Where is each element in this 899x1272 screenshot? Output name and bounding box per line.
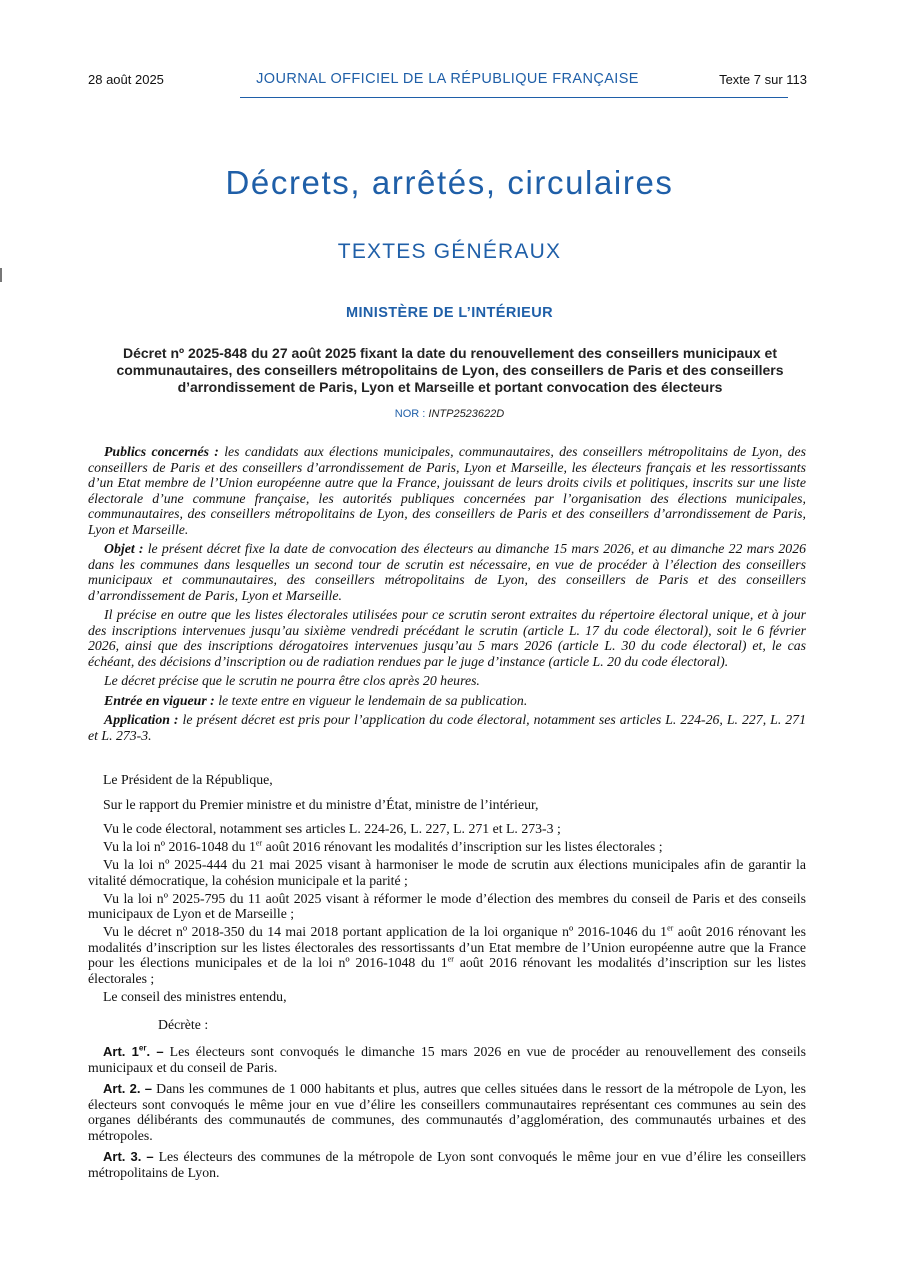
visa-decret-b: août 2016 rénovant les modalités d’inscription sur les listes électorales des ressortissants d’un Etat membre de l’Union européenne autre que la France pour les élections municipales et de la loi nº 2016-1048 du 1: [88, 924, 806, 970]
ordinal-sup: er: [667, 923, 674, 933]
article-1: [88, 1044, 806, 1075]
margin-mark: [0, 268, 2, 282]
visa-loi-2025-795: Vu la loi nº 2025-795 du 11 août 2025 visant à réformer le mode d’élection des membres du conseil de Paris et des conseils municipaux de Lyon et de Marseille ;: [88, 890, 806, 921]
article-2: [88, 1081, 806, 1143]
section-title: Décrets, arrêtés, circulaires: [225, 164, 674, 201]
visa-decret-a: Vu le décret nº 2018-350 du 14 mai 2018 portant application de la loi organique nº 2016-1046 du 1: [103, 924, 668, 939]
notice-publics: [88, 444, 806, 537]
visa-loi-2016: [88, 839, 806, 855]
article-3-text: Les électeurs des communes de la métropole de Lyon sont convoqués le même jour en vue d’élire les conseillers métropolitains de Lyon.: [88, 1149, 806, 1180]
visa-conseil: Le conseil des ministres entendu,: [103, 988, 287, 1004]
notice-clos: Le décret précise que le scrutin ne pourra être clos après 20 heures.: [104, 673, 480, 688]
article-1-number-b: . –: [146, 1044, 164, 1059]
notice-publics-text: les candidats aux élections municipales, communautaires, des conseillers métropolitains de Lyon, des conseillers de Paris et des conseillers d’arrondissement de Paris, Lyon et Marseille, les électeurs français et les ressortissants d’un Etat membre de l’Union européenne autre que la France, jouissant de leurs droits civils et politiques, inscrits sur une liste électorale d’une commune française, les autorités publiques concernées par l’organisation des élections municipales, communautaires, des conseillers métropolitains de Lyon, des conseillers de Paris et des conseillers d’arrondissement de Paris, Lyon et Marseille.: [88, 444, 806, 537]
header-rule: [240, 97, 788, 98]
articles-block: [88, 1044, 806, 1186]
notice-block: [88, 444, 806, 747]
notice-entree-label: Entrée en vigueur :: [104, 692, 215, 708]
visa-decret-c: août 2016 rénovant les modalités d’inscription sur les listes électorales ;: [88, 955, 806, 986]
article-1-number: [103, 1044, 164, 1059]
visa-loi-2025-444: Vu la loi nº 2025-444 du 21 mai 2025 visant à harmoniser le mode de scrutin aux élections municipales afin de garantir la vitalité démocratique, la cohésion municipale et la parité ;: [88, 857, 806, 888]
decree-title: Décret nº 2025-848 du 27 août 2025 fixant la date du renouvellement des conseillers municipaux et communautaires, des conseillers métropolitains de Lyon, des conseillers de Paris et des conseillers d’arrondissement de Paris, Lyon et Marseille et portant convocation des électeurs: [116, 345, 784, 395]
nor-reference: [0, 408, 899, 420]
subsection-title: TEXTES GÉNÉRAUX: [337, 240, 562, 263]
visa-code-electoral: Vu le code électoral, notamment ses articles L. 224-26, L. 227, L. 271 et L. 273-3 ;: [103, 821, 561, 836]
ministry-name: MINISTÈRE DE L’INTÉRIEUR: [346, 305, 553, 321]
article-2-number: Art. 2. –: [103, 1081, 153, 1096]
notice-objet: [88, 541, 806, 603]
ordinal-sup: er: [138, 1043, 147, 1053]
notice-application: [88, 712, 806, 743]
visa-president: Le Président de la République,: [103, 772, 273, 787]
nor-value: INTP2523622D: [428, 408, 505, 420]
article-3-number: Art. 3. –: [103, 1149, 154, 1164]
notice-entree: [88, 693, 806, 709]
visa-loi-2016-a: Vu la loi nº 2016-1048 du 1: [103, 839, 256, 854]
visa-loi-2016-b: août 2016 rénovant les modalités d’inscription sur les listes électorales ;: [262, 839, 663, 854]
page-header: [88, 72, 807, 92]
article-2-text: Dans les communes de 1 000 habitants et plus, autres que celles situées dans le ressort de la métropole de Lyon, les électeurs sont convoqués le même jour en vue d’élire les conseillers communautaires représentant ces communes au sein des organes délibérants des communautés de communes, des communautés d’agglomération, des communautés urbaines et des métropoles.: [88, 1081, 806, 1143]
visas-block: [88, 772, 806, 1041]
article-3: [88, 1149, 806, 1180]
header-date: 28 août 2025: [88, 72, 164, 87]
visa-decret-2018: [88, 924, 806, 986]
notice-publics-label: Publics concernés :: [104, 444, 219, 459]
ordinal-sup: er: [255, 838, 263, 848]
header-text-number: Texte 7 sur 113: [719, 72, 807, 87]
notice-application-text: le présent décret est pris pour l’application du code électoral, notamment ses articles L. 224-26, L. 227, L. 271 et L. 273-3.: [88, 712, 806, 743]
decrete-label: Décrète :: [158, 1017, 209, 1032]
header-journal-title: JOURNAL OFFICIEL DE LA RÉPUBLIQUE FRANÇAISE: [256, 71, 639, 87]
visa-rapport: Sur le rapport du Premier ministre et du ministre d’État, ministre de l’intérieur,: [103, 796, 539, 812]
article-1-number-a: Art. 1: [103, 1044, 139, 1059]
notice-application-label: Application :: [104, 712, 179, 727]
notice-entree-text: le texte entre en vigueur le lendemain de sa publication.: [214, 692, 528, 708]
article-1-text: Les électeurs sont convoqués le dimanche 15 mars 2026 en vue de procéder au renouvellement des conseils municipaux et du conseil de Paris.: [88, 1044, 806, 1075]
notice-precise: Il précise en outre que les listes électorales utilisées pour ce scrutin seront extraites du répertoire électoral unique, et à jour des inscriptions intervenues jusqu’au sixième vendredi précédant le scrutin (article L. 17 du code électoral), soit le 6 février 2026, ainsi que des inscriptions dérogatoires intervenues jusqu’au 5 mars 2026 (article L. 30 du code électoral) et, le cas échéant, des décisions d’inscription ou de radiation rendues par le juge d’instance (article L. 20 du code électoral).: [88, 607, 806, 669]
notice-objet-label: Objet :: [104, 541, 144, 556]
nor-label: NOR :: [394, 408, 429, 420]
ordinal-sup: er: [447, 954, 454, 964]
notice-objet-text: le présent décret fixe la date de convocation des électeurs au dimanche 15 mars 2026, et au dimanche 22 mars 2026 dans les communes dans lesquelles un second tour de scrutin est nécessaire, en vue de procéder à l’élection des conseillers municipaux et communautaires, des conseillers métropolitains de Lyon, des conseillers de Paris et des conseillers d’arrondissement de Paris, Lyon et Marseille.: [88, 541, 807, 603]
